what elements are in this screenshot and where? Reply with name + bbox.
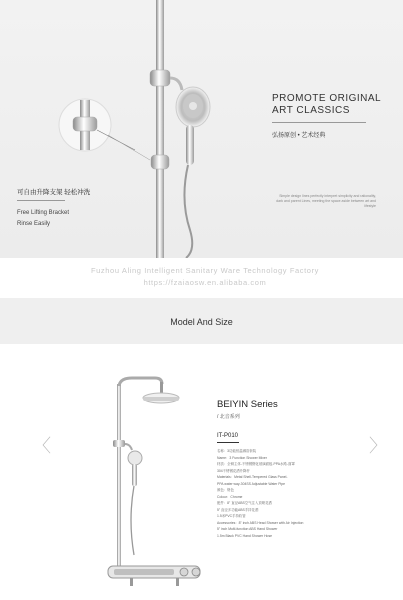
series-title: BEIYIN Series: [217, 399, 278, 410]
spec-line: 名称：3功能恒温淋浴套装: [217, 449, 257, 453]
watermark-line-1: Fuzhou Aling Intelligent Sanitary Ware Technology Factory: [90, 266, 320, 275]
spec-line: Colour：Chrome: [217, 494, 243, 499]
hero-description: Simple design lines perfectly interpret simplicity and rationality, dark and parent Lines, meeting the space aside between art and lifestyle: [276, 194, 376, 208]
series-title-cn: / 北音系列: [217, 414, 240, 420]
feature-text-en: [17, 208, 69, 230]
next-arrow-icon[interactable]: 〉: [369, 436, 387, 456]
spec-line: 材质：全铜主体-不锈钢钢化玻璃面板-PPA水路-面罩: [217, 462, 295, 466]
spec-line: 5" inch Multi-function ABS Hand Shower: [217, 527, 278, 531]
spec-line: 1.5m Black PVC Hand Shower Hose: [217, 533, 273, 538]
watermark-line-2: https://fzaiaosw.en.alibaba.com: [143, 278, 267, 287]
feature-en-line-2: Rinse Easily: [17, 221, 51, 227]
model-number: IT-P010: [217, 433, 239, 439]
watermark: [90, 265, 320, 289]
model-number-underline: [217, 442, 239, 443]
spec-line: 颜色：铬色: [217, 488, 234, 492]
feature-en-line-1: Free Lifting Bracket: [17, 210, 70, 216]
feature-title-cn: 可自由升降支架 轻松冲洗: [17, 189, 91, 196]
slogan-block: [272, 93, 382, 139]
section-title: Model And Size: [170, 317, 233, 327]
spec-line: Name：3 Function Shower Mixer: [217, 455, 267, 460]
prev-arrow-icon[interactable]: 〈: [33, 436, 51, 456]
slogan-en-line-2: ART CLASSICS: [272, 105, 350, 116]
hero-banner: [0, 0, 403, 258]
spec-list: [217, 448, 337, 539]
spec-line: 1.5米PVC手持软管: [217, 514, 246, 518]
feature-divider: [17, 200, 65, 201]
spec-line: PPA water way-304SS Adjustable Water Pipe: [217, 481, 286, 486]
slogan-en-line-1: PROMOTE ORIGINAL: [272, 93, 382, 104]
spec-line: 配件：8" 直径ABS空气注入顶喷花洒: [217, 501, 272, 505]
slogan-cn: 弘扬原创 • 艺术经典: [272, 133, 326, 139]
spec-line: 5" 直径多功能ABS手持花洒: [217, 507, 259, 512]
spec-line: 304不锈钢花洒升降杆: [217, 468, 250, 473]
spec-line: Materials：Metal Shell-Tempered Glass Panel-: [217, 475, 288, 479]
slogan-divider: [272, 122, 366, 123]
spec-line: Accessories：8" inch ABS Head Shower with Air Injection: [217, 520, 304, 525]
